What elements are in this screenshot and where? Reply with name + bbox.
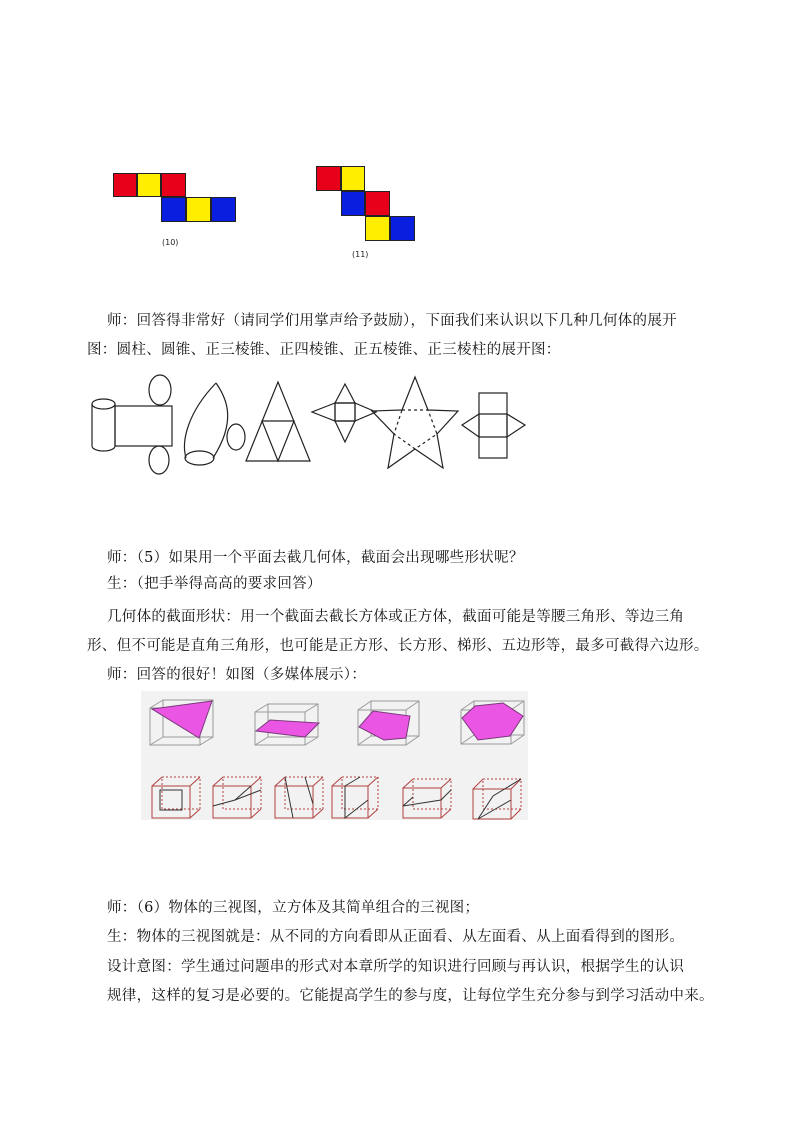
design-intent-line1: 设计意图：学生通过问题串的形式对本章所学的知识进行回顾与再认识，根据学生的认识	[107, 959, 685, 975]
net11-caption: (11)	[352, 250, 369, 259]
student-three-views: 生：物体的三视图就是：从不同的方向看即从正面看、从左面看、从上面看得到的图形。	[107, 929, 685, 945]
wire-cube-4	[332, 777, 378, 818]
wire-cube-5	[403, 779, 451, 818]
wire-cube-1	[152, 777, 200, 818]
cube-section-2	[255, 704, 319, 745]
cube-section-3	[358, 701, 419, 745]
wire-cube-2	[213, 777, 261, 818]
cross-section-desc-line1: 几何体的截面形状：用一个截面去截长方体或正方体，截面可能是等腰三角形、等边三角	[107, 609, 685, 625]
student-response: 生：（把手举得高高的要求回答）	[107, 576, 322, 592]
teacher-question-5: 师：（5）如果用一个平面去截几何体，截面会出现哪些形状呢？	[107, 550, 524, 566]
wire-cube-3	[275, 777, 323, 818]
teacher-remark-nets-line2: 图：圆柱、圆锥、正三棱锥、正四棱锥、正五棱锥、正三棱柱的展开图：	[87, 342, 561, 358]
teacher-remark-nets-line1: 师：回答得非常好（请同学们用掌声给予鼓励），下面我们来认识以下几种几何体的展开	[107, 313, 677, 329]
net10-caption: (10)	[162, 238, 179, 247]
wire-cube-6	[473, 779, 521, 819]
cube-section-4	[461, 701, 524, 744]
cross-section-desc-line2: 形、但不可能是直角三角形，也可能是正方形、长方形、梯形、五边形等，最多可截得六边形。	[87, 638, 709, 654]
cube-section-1	[150, 700, 213, 745]
teacher-question-6: 师：（6）物体的三视图，立方体及其简单组合的三视图；	[107, 900, 480, 916]
teacher-praise: 师：回答的很好！如图（多媒体展示）：	[107, 667, 367, 683]
design-intent-line2: 规律，这样的复习是必要的。它能提高学生的参与度，让每位学生充分参与到学习活动中来。	[107, 988, 714, 1004]
